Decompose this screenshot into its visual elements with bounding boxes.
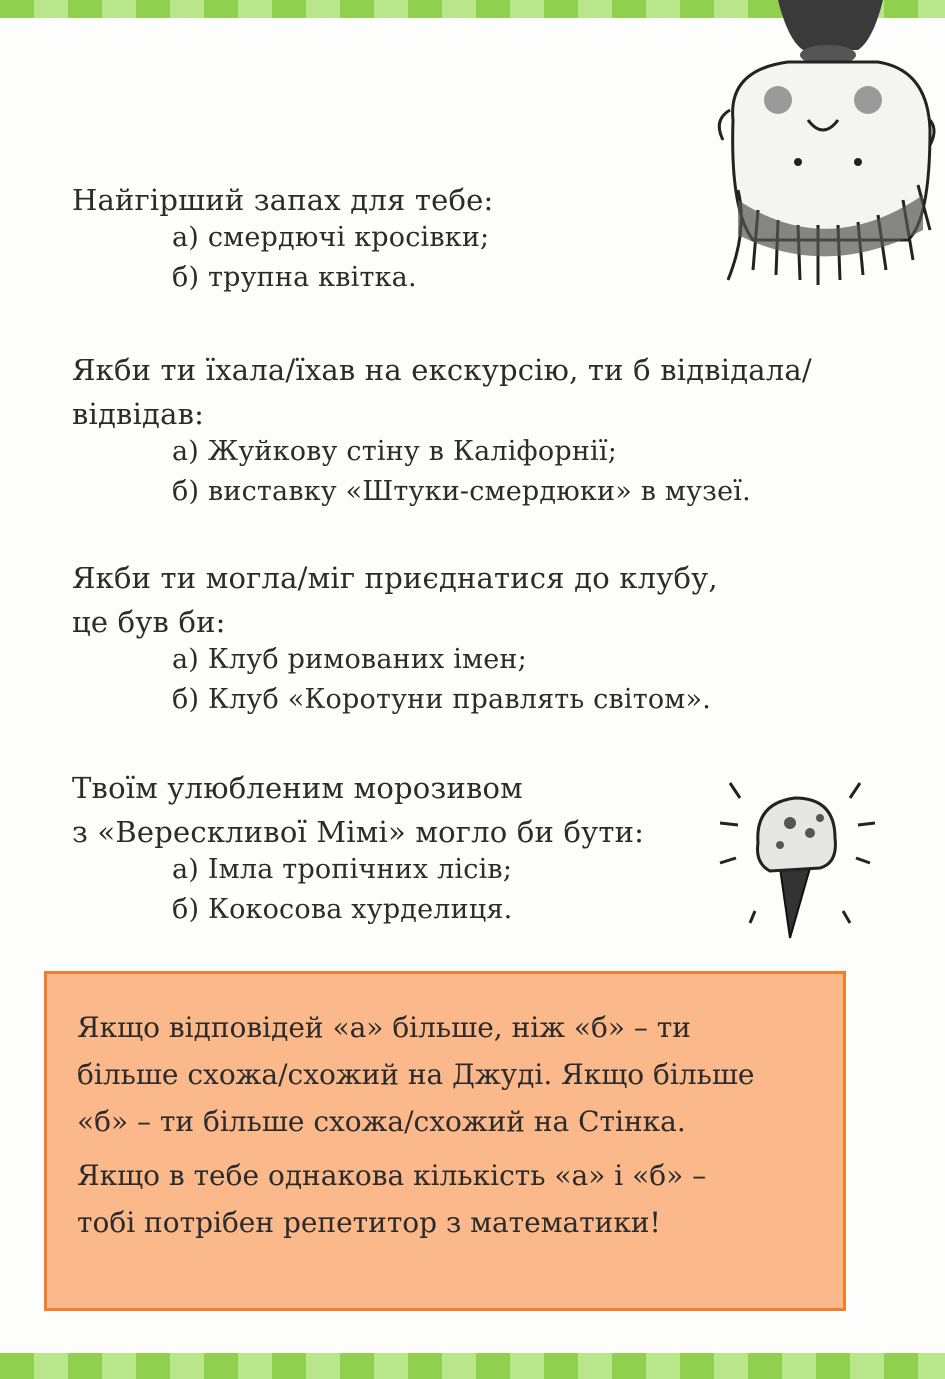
bottom-green-border xyxy=(0,1353,945,1379)
question-2-prompt-line-2: відвідав: xyxy=(72,397,205,431)
question-4 xyxy=(72,766,644,930)
ice-cream-cone-illustration xyxy=(710,763,890,953)
result-paragraph-1 xyxy=(77,1004,837,1145)
result-paragraph-1-line-3: «б» – ти більше схожа/схожий на Стінка. xyxy=(77,1105,686,1138)
question-3 xyxy=(72,556,718,720)
question-1 xyxy=(72,178,493,298)
result-paragraph-2-line-2: тобі потрібен репетитор з математики! xyxy=(77,1206,661,1239)
upside-down-boy-illustration xyxy=(708,0,938,310)
question-4-prompt-line-1: Твоїм улюбленим морозивом xyxy=(72,771,523,805)
result-paragraph-2 xyxy=(77,1152,837,1246)
question-1-option-a: а) смердючі кросівки; xyxy=(172,222,490,253)
question-2 xyxy=(72,348,812,512)
result-paragraph-2-line-1: Якщо в тебе однакова кількість «а» і «б» – xyxy=(77,1159,707,1192)
result-box xyxy=(44,971,846,1311)
question-1-option-b: б) трупна квітка. xyxy=(172,262,417,293)
question-2-option-b: б) виставку «Штуки-смердюки» в музеї. xyxy=(172,476,751,507)
question-3-option-b: б) Клуб «Коротуни правлять світом». xyxy=(172,684,711,715)
question-3-option-a: а) Клуб римованих імен; xyxy=(172,644,527,675)
question-2-prompt-line-1: Якби ти їхала/їхав на екскурсію, ти б відвідала/ xyxy=(72,353,812,387)
result-paragraph-1-line-2: більше схожа/схожий на Джуді. Якщо більше xyxy=(77,1058,755,1091)
question-3-prompt-line-1: Якби ти могла/міг приєднатися до клубу, xyxy=(72,561,718,595)
page xyxy=(0,18,945,1353)
question-2-option-a: а) Жуйкову стіну в Каліфорнії; xyxy=(172,436,617,467)
question-3-prompt-line-2: це був би: xyxy=(72,605,226,639)
question-4-prompt-line-2: з «Верескливої Мімі» могло би бути: xyxy=(72,815,645,849)
question-4-option-a: а) Імла тропічних лісів; xyxy=(172,854,513,885)
question-1-prompt: Найгірший запах для тебе: xyxy=(72,183,494,217)
result-paragraph-1-line-1: Якщо відповідей «а» більше, ніж «б» – ти xyxy=(77,1011,691,1044)
question-4-option-b: б) Кокосова хурделиця. xyxy=(172,894,513,925)
